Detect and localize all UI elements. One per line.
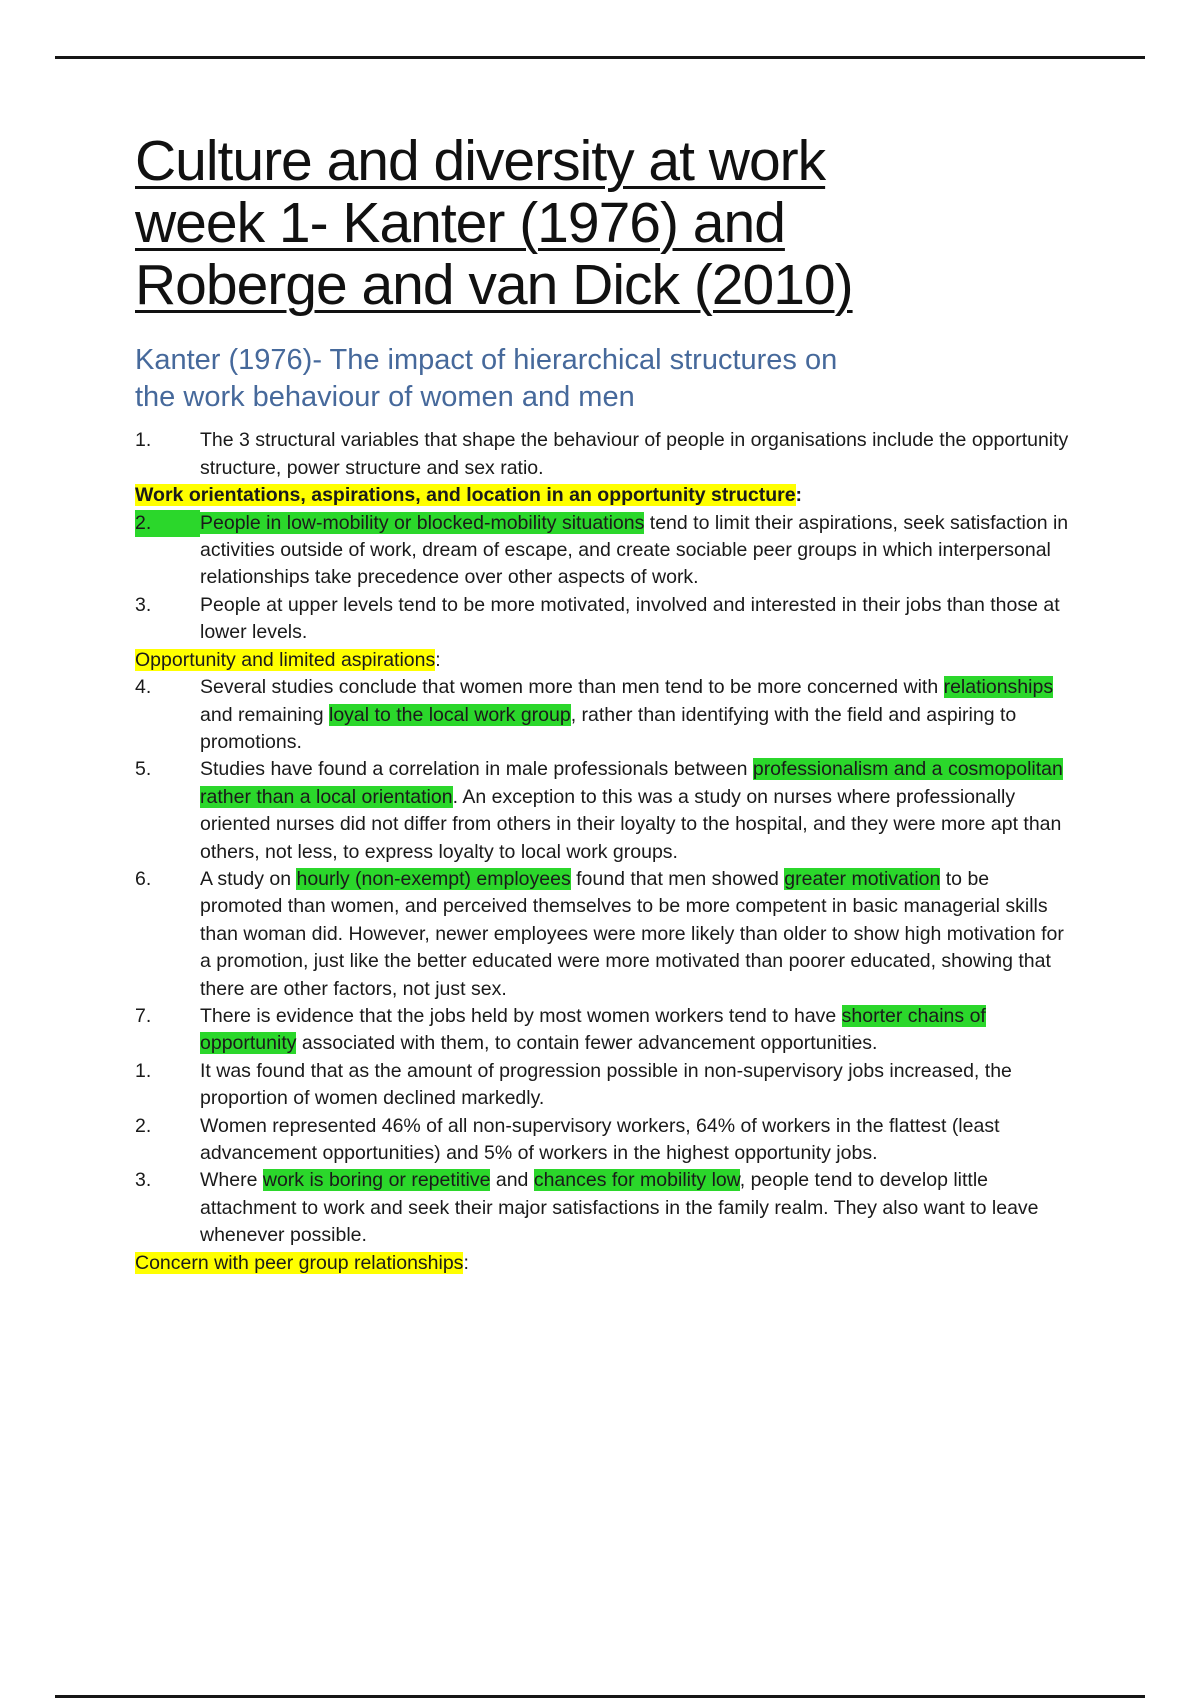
highlighted-text: shorter chains of opportunity (200, 1004, 986, 1055)
section-heading-line: Kanter (1976)- The impact of hierarchical structures on (135, 344, 838, 377)
document-body (135, 427, 1075, 1277)
list-item-text (200, 592, 1075, 647)
list-item-number: 7. (135, 1004, 152, 1027)
list-item-text (200, 1058, 1075, 1113)
text-segment: Studies have found a correlation in male professionals between (200, 758, 753, 781)
text-segment: Several studies conclude that women more than men tend to be more concerned with (200, 676, 944, 699)
subsection-heading (135, 647, 1075, 674)
document-content (135, 130, 1075, 1277)
subsection-heading (135, 1250, 1075, 1277)
highlighted-text: relationships (943, 676, 1054, 699)
list-item-number: 6. (135, 867, 152, 890)
list-item-number: 5. (135, 758, 152, 781)
top-rule (55, 56, 1145, 59)
title-line: week 1- Kanter (1976) and (135, 191, 785, 256)
text-segment: and remaining (200, 703, 329, 726)
highlighted-text: work is boring or repetitive (262, 1169, 491, 1192)
list-item-number: 1. (135, 1059, 152, 1082)
highlighted-text: Opportunity and limited aspirations (135, 648, 436, 671)
list-item-text (200, 1113, 1075, 1168)
section-heading-kanter (135, 342, 1075, 415)
text-segment: associated with them, to contain fewer advancement opportunities. (296, 1032, 878, 1055)
list-item-text (200, 756, 1075, 866)
list-item-text (200, 1003, 1075, 1058)
text-segment: tend to limit their aspirations, seek satisfaction in activities outside of work, dream of escape, and create sociable peer groups in which interpersonal relationships take precedence over other aspects of work. (200, 511, 1069, 589)
text-segment: The 3 structural variables that shape the behaviour of people in organisations include the opportunity structure, power structure and sex ratio. (200, 429, 1069, 479)
highlighted-text: hourly (non-exempt) employees (296, 867, 571, 890)
section-heading-line: the work behaviour of women and men (135, 380, 635, 413)
text-segment: People at upper levels tend to be more motivated, involved and interested in their jobs than those at lower levels. (200, 593, 1060, 644)
list-item-number: 4. (135, 676, 152, 699)
text-segment: and (490, 1169, 534, 1192)
highlighted-text: chances for mobility low (533, 1169, 740, 1192)
text-segment: : (463, 1251, 469, 1274)
text-segment: , rather than identifying with the field and aspiring to promotions. (200, 703, 1017, 753)
text-segment: A study on (200, 867, 297, 890)
list-item-number: 2. (135, 1114, 152, 1137)
text-segment: : (795, 484, 803, 507)
list-item-text (200, 866, 1075, 1003)
list-item (135, 1167, 1075, 1249)
text-segment: to be promoted than women, and perceived themselves to be more competent in basic managerial skills than woman did. However, newer employees were more likely than older to show high motivation for a promotion, just like the better educated were more motivated than poorer educated, showing that there are other factors, not just sex. (200, 867, 1064, 1000)
highlighted-text: Concern with peer group relationships (135, 1251, 464, 1274)
highlighted-text: Work orientations, aspirations, and location in an opportunity structure (135, 484, 796, 507)
title-line: Culture and diversity at work (135, 129, 826, 193)
list-item (135, 427, 1075, 482)
highlighted-text: greater motivation (784, 867, 941, 890)
highlighted-text: loyal to the local work group (329, 703, 571, 726)
list-item-text (200, 510, 1075, 592)
list-item-number: 3. (135, 1169, 152, 1192)
list-item (135, 1113, 1075, 1168)
text-segment: . An exception to this was a study on nurses where professionally oriented nurses did not differ from others in their loyalty to the hospital, and they were more apt than others, not less, to express loyalty to local work groups. (200, 785, 1062, 863)
title-line: Roberge and van Dick (2010) (135, 253, 853, 318)
list-item-number: 3. (135, 593, 152, 616)
subsection-heading (135, 482, 1075, 509)
text-segment: : (435, 648, 441, 671)
list-item (135, 674, 1075, 756)
list-item (135, 1003, 1075, 1058)
document-title (135, 130, 1075, 316)
text-segment: Women represented 46% of all non-supervisory workers, 64% of workers in the flattest (least advancement opportunities) and 5% of workers in the highest opportunity jobs. (200, 1114, 1000, 1164)
list-item (135, 866, 1075, 1003)
text-segment: It was found that as the amount of progression possible in non-supervisory jobs increased, the proportion of women declined markedly. (200, 1059, 1012, 1110)
list-item (135, 510, 1075, 592)
text-segment: found that men showed (570, 867, 785, 890)
text-segment: There is evidence that the jobs held by most women workers tend to have (200, 1004, 842, 1027)
highlighted-text: People in low-mobility or blocked-mobility situations (200, 511, 645, 534)
list-item-text (200, 674, 1075, 756)
list-item-text (200, 427, 1075, 482)
list-item (135, 1058, 1075, 1113)
list-item (135, 756, 1075, 866)
list-item-number: 1. (135, 429, 152, 452)
text-segment: , people tend to develop little attachment to work and seek their major satisfactions in the family realm. They also want to leave whenever possible. (200, 1169, 1039, 1247)
list-item (135, 592, 1075, 647)
text-segment: Where (200, 1169, 263, 1192)
list-item-number: 2. (135, 510, 200, 537)
highlighted-text: professionalism and a cosmopolitan rather than a local orientation (200, 758, 1063, 808)
bottom-rule (55, 1695, 1145, 1698)
list-item-text (200, 1167, 1075, 1249)
